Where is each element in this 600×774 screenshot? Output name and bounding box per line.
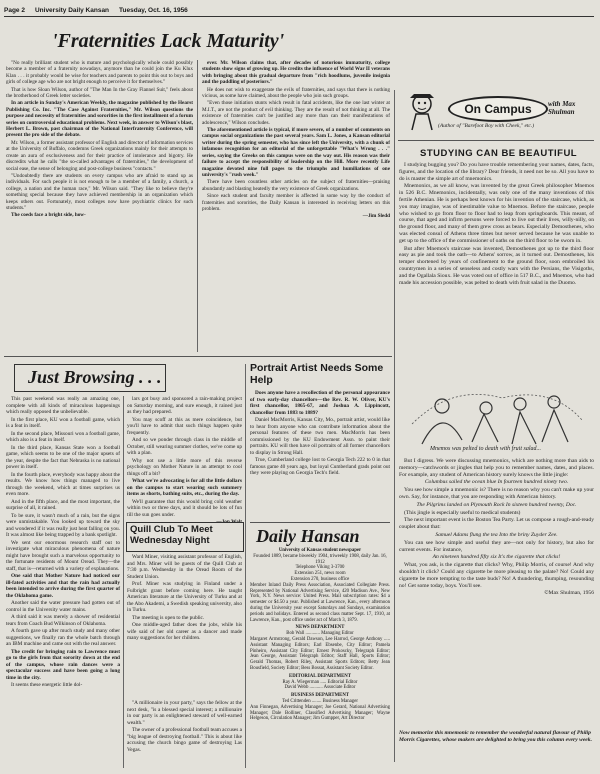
portrait-body: Does anyone have a recollection of the personal appearance of two early-day chancellors—the Rev. R. W. Oliver, KU's first chancellor, 1865-67, and Joshua A. Lippincott, chancellor from 1883 to 1889? Daniel MacMorris, Kansas City, Mo., portrait artist, would like to hear from anyone who can contribute information about the personal features of these two men. MacMorris has been commissioned by the KU Endowment Assn. to paint their portraits. KU will then have oil portraits of all former chancellors to display in Strong Hall. True, Cumberland college lost to Georgia Tech 222 to 0 in that famous game 40 years ago, but loyal Cumberland grads point out they were playing on Georgia Tech's field. (250, 390, 390, 476)
on-campus-badge: On Campus (448, 96, 548, 122)
column-rule (245, 364, 246, 768)
on-campus-banner (398, 92, 594, 136)
page-number: Page 2 (4, 7, 25, 14)
section-divider (394, 90, 395, 762)
cartoon-caption: Mnemos was pelted to death with fruit salad... (430, 446, 541, 452)
browsing-col-2: lars got busy and sponsored a rain-making project on Saturday morning, and sure enough, it rained just as they had prepared. You may scoff at this as mere coincidence, but you'll have to admit that such things happen quite frequently. And so we ponder through class in the middle of October, still wearing summer clothes, we've come up with a plan. Why not use a little more of this reverse psychology on Mother Nature in an attempt to cool things off a bit? What we're advocating is for all the little dollars on the campus to start wearing such summery items as shorts, bathing suits, etc., during the day. We'll guarantee that this would bring cold weather within two or three days, and it should be lots of fun till the sun goes under. —Jon Walt (127, 396, 242, 525)
column-rule (123, 396, 124, 768)
quill-col-2: "A millionaire in your party," says the fellow at the next desk, "is a blessed special interest; a millionaire in our party is an enlightened steward of well-earned wealth." The owner of a professional football team accuses a "big league of destroying football." This is about like accusing the church bingo game of destroying Las Vegas. (127, 700, 243, 753)
editorial-byline: —Jim Sledd (362, 213, 390, 220)
paper-name: University Daily Kansan (34, 7, 110, 14)
portrait-headline: Portrait Artist Needs Some Help (250, 362, 384, 386)
page-header (4, 7, 594, 14)
on-campus-with: with Max Shulman (548, 100, 576, 116)
on-campus-col-2: But I digress. We were discussing mnemonics, which are nothing more than aids to memory—catchwords or jingles that help you to remember names, dates, and places. For example, any student of American history surely knows the little jingle: Columbus sailed the ocean blue In fourteen hundred ninety two. You see how simple a mnemonic is? There is no reason why you can't make up your own. Say, for instance, that you are responding with American history. The Pilgrims landed on Plymouth Rock In sixteen hundred twenty, Doc. (This jingle is especially useful to medical students) The next important event is the Boston Tea Party. Let us compose a rough-and-ready couplet about that: Samuel Adams flung the tea Into the briny Zuyder Zee. You can see how simple and useful they are—not only for history, but also for current events. For instance, An nineteen hundred fifty six It's the cigarette that clicks! What, you ask, is the cigarette that clicks? Why, Philip Morris, of course! And why shouldn't it click? Could any cigarette be more pleasing to the palate? No! Could any cigarette be more tempting to the taste buds? No! A thundering, thumping, resounding no! Get some today, boys. You'll see. ©Max Shulman, 1956 (399, 458, 594, 597)
editorial-headline: 'Fraternities Lack Maturity' (52, 30, 285, 52)
editorial-col-2: ever. Mr. Wilson claims that, after decades of notorious immaturity, college students show signs of growing up. He credits the influence of World War II veterans with bringing about this gradual departure from "rich hoodlums, juvenile insignia and the paddling of posteriors." He does not wish to exaggerate the evils of fraternities, and says that there is nothing vicious, as some have claimed, about the people who join such groups. "Even those initiation stunts which result in fatal accidents, like the one last winter at M.I.T., are not the product of evil thinking. They are the result of not thinking at all. The existence of fraternities can't be justified any more than can their manifestations of adolescence," Wilson concludes. The aforementioned article is typical, if more severe, of a number of comments on campus social organizations the past several years. Sam L. Jones, a Kansan editorial writer during the spring semester, who has since left the University, with a chunk of infamous recognition for an editorial of the unforgettable "What's Wrong . . ." series, saying the Greeks on this campus were on the way out. His reason was their failure to accept the responsibility of leadership on the Hill. More recently Life magazine devoted nine full pages to the triumphs and humiliations of one university's "rush week." There have been countless other articles on the subject of fraternities—praising abundantly and blasting heatedly the very existence of Greek organizations. Since each student and faculty member is affected in some way by the conduct of fraternities and sororities, the Daily Kansan is interested in receiving letters on this problem. —Jim Sledd (202, 60, 390, 220)
masthead-rule (250, 522, 390, 523)
browsing-byline: —Jon Walt (216, 519, 242, 525)
cartoon-illustration (402, 384, 592, 448)
on-campus-col-1: I studying bugging you? Do you have trouble remembering your names, dates, facts, figures, and the location of the library? Dear friends, it need not be so. All you have to do is master the simple art of mnemonics. Mnemonics, as we all know, was invented by the great Greek philosopher Mnemos in 526 B.C. Mnemonics, incidentally, was only one of the many inventions of this fertile Athenian. He is perhaps best known for his invention of the staircase, which, as you may imagine, was of inestimable value to Mnemos. Before the staircase, people who wished to go from floor to floor had to leap from springboards. This meant, of course, that aged and infirm persons were forced to live out their lives, willy-nilly, on the ground floor, and many of them grew cross as bears. Especially Demosthenes, who was elected consul of Athens three times but never served because he was unable to get up to the office of the commissioner of oaths on the third floor to be sworn in. But after Mnemos's staircase was invented, Demosthenes got up to the third floor easy as pie and took the oath—to Athens' sorrow, as it turned out. Demosthenes, his temper shortened by years of confinement to the ground floor, soon embroiled his countrymen in a series of senseless and costly wars with the Persians, the Visigoths, and the Ogallala Sioux. He was voted out of office in 517 B.C., and Mnemos, who had made his accession possible, was pelted to death with fruit salad in the Duomo. (399, 162, 594, 286)
section-divider-h (4, 356, 392, 357)
masthead-body: University of Kansas student newspaper Founded 1889, became biweekly 1904, triweekly 1908, daily Jan. 16, 1912 Telephone Viking 3-3700 Extension 251, news room Extension 270, business office Member Inland Daily Press Association, Associated Collegiate Press. Represented by National Advertising Service, 420 Madison Ave., New York, N.Y. News service: United Press. Mail subscription rates: $4 a semester or $4.50 a year. Published at Lawrence, Kan., every afternoon during the University year except Saturdays and Sundays, examination periods and holidays. Entered as second class matter Sept. 17, 1910, at Lawrence, Kan., post office under act of March 3, 1879. NEWS DEPARTMENT Bob Wall ............ Managing Editor Margaret Armstrong, Gerald Dawson, Lee Harrod, George Anthony ..... Assistant Managing Editors; Earl Ebsenbe, City Editor; Pamela Pinheiro, Assistant City Editor; Ernest Prokoscky, Telegraph Editor; Jean George, Assistant Telegraph Editor; Staff Hall, Sports Editor; Gerald Thomas, Robert Riley, Assistant Sports Editors; Betty Jean Bousfield, Society Editor; Bess Bossat, Assistant Society Editor. EDITORIAL DEPARTMENT Ray A. Wiegerman ..... Editorial Editor David Webb ........... Associate Editor BUSINESS DEPARTMENT Ted Crittenden ........ Business Manager Ann Finnegan, Advertising Manager; Joe Gerard, National Advertising Manager; Dale Bolliner, Classified Advertising Manager; Wayne Helgeson, Circulation Manager; Jim Gumpper, Art Director (250, 548, 390, 722)
on-campus-rule (398, 140, 594, 141)
quill-headline: Quill Club To Meet Wednesday Night (130, 524, 213, 546)
on-campus-subtitle: (Author of "Barefoot Boy with Cheek," etc.) (438, 123, 535, 129)
masthead-name: Daily Hansan (256, 526, 360, 546)
just-browsing-headline: Just Browsing . . . (28, 367, 162, 387)
browsing-col-1: This past weekend was really an amazing one, complete with all kinds of miraculous happenings which really opposed the unbelievable. In the first place, KU won a football game, which is a feat in itself. In the second place, Missouri won a football game, which also is a feat in itself. In the third place, Kansas State won a football game, which seems to be one of the major upsets of the year, despite the fact that Nebraska is no national power in itself. In the fourth place, everybody was happy about the results. We know how things managed to live through the weekend, which at times surprises us even more. And in the fifth place, and the most important, the surprise of all, it rained. To be sure, it wasn't much of a rain, but the signs were unmistakable. You looked up toward the sky and wondered if it was really just heat falling on you. It was almost like being trapped by a bank spotlight. We sent our enormous research staff out to investigate what miraculous phenomena of nature might have brought such a marvelous opportunity to the fortunate residents of Mount Oread. They—the staff, that is—returned with a variety of explanations. One said that Mother Nature had noticed our ill-fated activities and that the rain had actually been intended to arrive during the first quarter of the Oklahoma game. Another said the water pressure had gotten out of control in the University water mains. A third said it was merely a shower of residential tears from Coach Bud Wilkinson of Oklahoma. A fourth gave up after much study and many other suggestions, we finally ran the whole batch through an IBM machine and came out with the real answer. The credit for bringing rain to Lawrence must go to the girls from that sorority down at the end of the campus, whose rain dances were a spectacular success and have been going a long time in the city. It seems these energetic little dol- (6, 396, 120, 688)
editorial-col-1: "No really brilliant student who is mature and psychologically whole could possibly become a member of a fraternity nowadays, anymore than he could join the Ku Klux Klan . . . it probably would be wise for teachers and parents to point this out to boys and girls of college age who are not bright enough to perceive it for themselves." That is how Sloan Wilson, author of "The Man In the Gray Flannel Suit," feels about the brotherhood of Greek letter societies. In an article in Sunday's American Weekly, the magazine published by the Hearst Publishing Co. Inc. "The Case Against Fraternities," Mr. Wilson questions the purpose and necessity of fraternities and sororities in the first installment of a forum series on controversial educational problems. Next week, in answer to Wilson's blast, Herbert L. Brown, past chairman of the National Interfraternity Conference, will present the pro side of the debate. Mr. Wilson, a former assistant professor of English and director of information services at the University of Buffalo, condemns Greek organizations mainly for their attempts to create an aura of exclusiveness and for their practice of intolerance and bigotry. He discredits what he calls "the so-called advantages of fraternities," the development of social ease, the sense of belonging and post-college business "contacts." "Undoubtedly there are students on every campus who are afraid to stand up as individuals. For such people it is not enough to be a member of a family, a church, a college, a nation and the human race," Mr. Wilson said. "They like to believe they're something special because they have achieved membership in an organization which keeps others out. Fortunately, most colleges now have psychiatric clinics for such students." The coeds face a bright side, how- (6, 60, 193, 219)
on-campus-footer: Now memorize this mnemonic to remember the wonderful natural flavour of Philip Morris Cigarettes, whose makers are delighted to bring you this column every week. (399, 730, 592, 743)
quill-col-1: Ward Miner, visiting assistant professor of English, and Mrs. Miner will be guests of the Quill Club at 7:30 p.m. Wednesday in the Oread Room of the Student Union. Prof. Miner was studying in Finland under a Fulbright grant before coming here. He taught American literature at the University of Turku and at the Abo Akademi, a Swedish speaking university, also in Turku. The meeting is open to the public. One middle-aged father does the jobs, while his wife said of her old career as a dancer and made many suggestions for her children. (127, 554, 242, 641)
header-rule (4, 16, 594, 17)
column-rule (197, 60, 198, 352)
issue-date: Tuesday, Oct. 16, 1956 (119, 7, 188, 14)
on-campus-headline: STUDYING CAN BE BEAUTIFUL (420, 148, 578, 159)
